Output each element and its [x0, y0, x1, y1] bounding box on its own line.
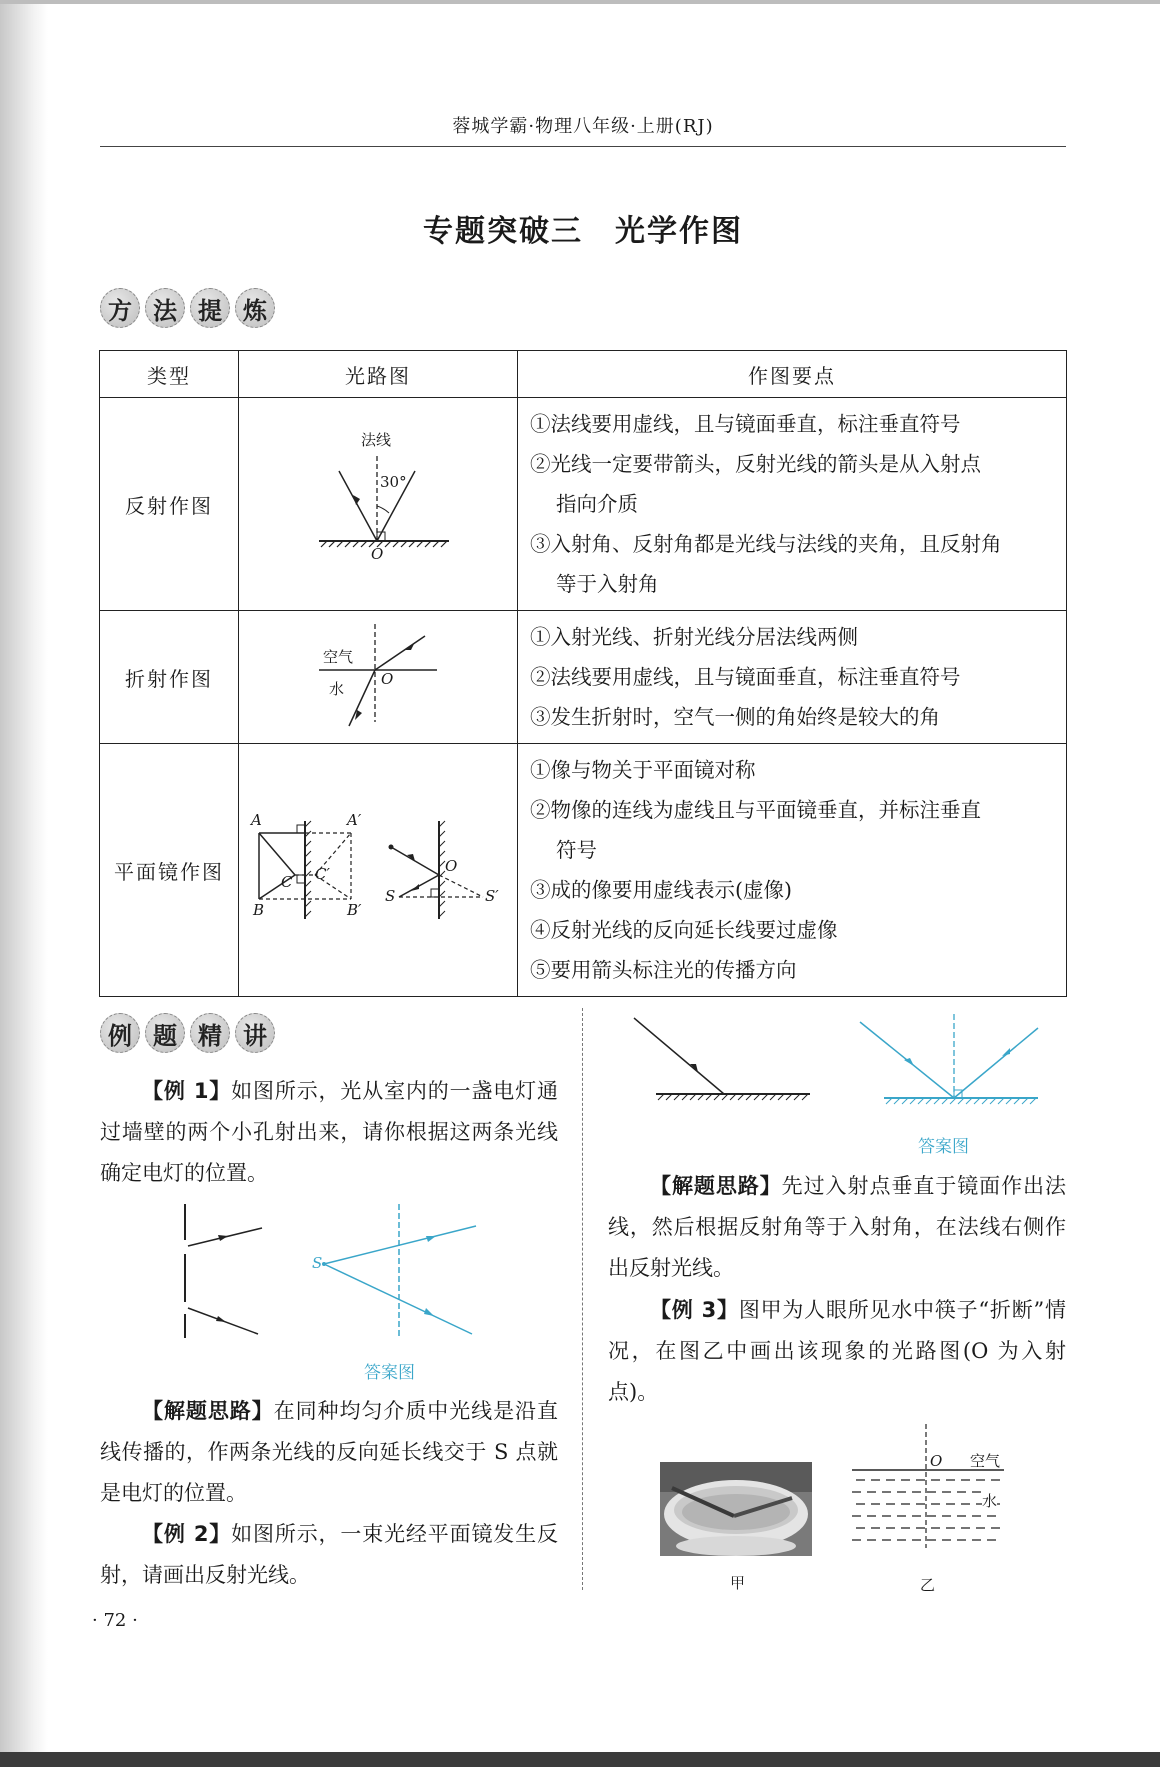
example-2-answer-figure	[858, 1008, 1038, 1108]
column-divider	[582, 1008, 583, 1590]
example-2-text: 如图所示，一束光经平面镜发生反射，请画出反射光线。	[100, 1522, 558, 1587]
example-2-question	[100, 1514, 558, 1596]
hint-text: 在同种均匀介质中光线是沿直线传播的，作两条光线的反向延长线交于 S 点就是电灯的位置。	[100, 1399, 559, 1505]
badge-char: 炼	[235, 288, 275, 328]
type-reflection: 反射作图	[100, 398, 239, 611]
example-3-text: 图甲为人眼所见水中筷子“折断”情况，在图乙中画出该现象的光路图(O 为入射点)。	[608, 1298, 1066, 1404]
point-item	[530, 444, 1056, 524]
point-text: ③入射角、反射角都是光线与法线的夹角，且反射角	[530, 532, 1002, 556]
point-continuation: 指向介质	[556, 492, 638, 516]
label-C-prime: C′	[315, 865, 330, 883]
badge-char: 方	[100, 288, 140, 328]
label-point: O	[381, 670, 394, 688]
point-item	[530, 657, 1056, 697]
label-S-prime: S′	[485, 887, 499, 905]
label-water: 水	[982, 1492, 998, 1510]
badge-char: 题	[145, 1013, 185, 1053]
top-border	[0, 0, 1160, 4]
page-shadow	[0, 0, 48, 1767]
header-diagram: 光路图	[239, 351, 518, 398]
point-item	[530, 617, 1056, 657]
badge-char: 讲	[235, 1013, 275, 1053]
example-1-label: 【例 1】	[142, 1079, 232, 1103]
type-refraction: 折射作图	[100, 611, 239, 744]
section-badge-examples	[100, 1013, 275, 1053]
method-table	[99, 350, 1067, 997]
point-text: ④反射光线的反向延长线要过虚像	[530, 918, 838, 942]
point-item	[530, 910, 1056, 950]
point-text: ①入射光线、折射光线分居法线两侧	[530, 625, 858, 649]
mirror-diagram	[239, 747, 517, 993]
point-continuation: 等于入射角	[556, 572, 659, 596]
label-A: A	[251, 811, 262, 829]
running-header: 蓉城学霸·物理八年级·上册(RJ)	[452, 116, 714, 137]
point-item	[530, 697, 1056, 737]
diagram-refraction	[239, 611, 518, 744]
point-text: ⑤要用箭头标注光的传播方向	[530, 958, 797, 982]
points-mirror	[518, 744, 1067, 997]
point-item	[530, 750, 1056, 790]
points-refraction	[518, 611, 1067, 744]
label-point: O	[371, 545, 384, 563]
label-air: 空气	[323, 648, 354, 666]
point-text: ②法线要用虚线，且与镜面垂直，标注垂直符号	[530, 665, 961, 689]
table-header-row	[100, 351, 1067, 398]
label-B-prime: B′	[347, 901, 362, 919]
page-title: 专题突破三 光学作图	[423, 214, 743, 249]
point-text: ③成的像要用虚线表示(虚像)	[530, 878, 792, 902]
label-fig-a: 甲	[730, 1574, 746, 1592]
section-badge-method	[100, 288, 275, 328]
label-O: O	[930, 1452, 943, 1470]
badge-char: 提	[190, 288, 230, 328]
bowl-photo	[660, 1462, 812, 1556]
label-angle: 30°	[380, 473, 407, 491]
example-1-answer-figure	[306, 1202, 486, 1342]
point-text: ②光线一定要带箭头，反射光线的箭头是从入射点	[530, 452, 981, 476]
example-1-text: 如图所示，光从室内的一盏电灯通过墙壁的两个小孔射出来，请你根据这两条光线确定电灯的位置。	[100, 1079, 558, 1185]
hint-label: 【解题思路】	[142, 1399, 274, 1423]
badge-char: 法	[145, 288, 185, 328]
label-C: C	[281, 873, 293, 891]
bottom-bar	[0, 1752, 1160, 1767]
label-normal: 法线	[361, 431, 392, 449]
example-2-figure	[652, 1008, 812, 1108]
label-B: B	[253, 901, 265, 919]
points-reflection	[518, 398, 1067, 611]
example-1-figure	[178, 1202, 278, 1342]
point-item	[530, 870, 1056, 910]
point-continuation: 符号	[556, 838, 597, 862]
point-item	[530, 950, 1056, 990]
table-row-reflection	[100, 398, 1067, 611]
diagram-mirror	[239, 744, 518, 997]
point-text: ①像与物关于平面镜对称	[530, 758, 756, 782]
header-rule	[100, 146, 1066, 147]
point-item	[530, 790, 1056, 870]
example-3-question	[608, 1290, 1066, 1413]
label-water: 水	[329, 680, 345, 698]
label-fig-b: 乙	[920, 1576, 936, 1594]
table-row-mirror	[100, 744, 1067, 997]
label-air: 空气	[970, 1452, 1001, 1470]
example-2-answer-caption: 答案图	[918, 1137, 969, 1157]
page-number: · 72 ·	[92, 1610, 138, 1631]
example-1-answer-caption: 答案图	[364, 1363, 415, 1383]
refraction-diagram	[239, 614, 517, 740]
type-mirror: 平面镜作图	[100, 744, 239, 997]
example-1-hint	[100, 1391, 558, 1514]
header-type: 类型	[100, 351, 239, 398]
diagram-reflection	[239, 398, 518, 611]
table-row-refraction	[100, 611, 1067, 744]
example-1-question	[100, 1071, 558, 1194]
point-text: ②物像的连线为虚线且与平面镜垂直，并标注垂直	[530, 798, 981, 822]
example-3-label: 【例 3】	[650, 1298, 739, 1322]
header-points: 作图要点	[518, 351, 1067, 398]
example-2-label: 【例 2】	[142, 1522, 232, 1546]
hint-text: 先过入射点垂直于镜面作出法线，然后根据反射角等于入射角，在法线右侧作出反射光线。	[608, 1174, 1067, 1280]
point-item	[530, 524, 1056, 604]
label-S: S	[385, 887, 396, 905]
answer-label-S: S	[312, 1254, 323, 1272]
point-text: ①法线要用虚线，且与镜面垂直，标注垂直符号	[530, 412, 961, 436]
badge-char: 例	[100, 1013, 140, 1053]
hint-label: 【解题思路】	[650, 1174, 782, 1198]
example-2-hint	[608, 1166, 1066, 1289]
label-O: O	[445, 857, 458, 875]
point-text: ③发生折射时，空气一侧的角始终是较大的角	[530, 705, 940, 729]
point-item	[530, 404, 1056, 444]
label-A-prime: A′	[347, 811, 362, 829]
badge-char: 精	[190, 1013, 230, 1053]
